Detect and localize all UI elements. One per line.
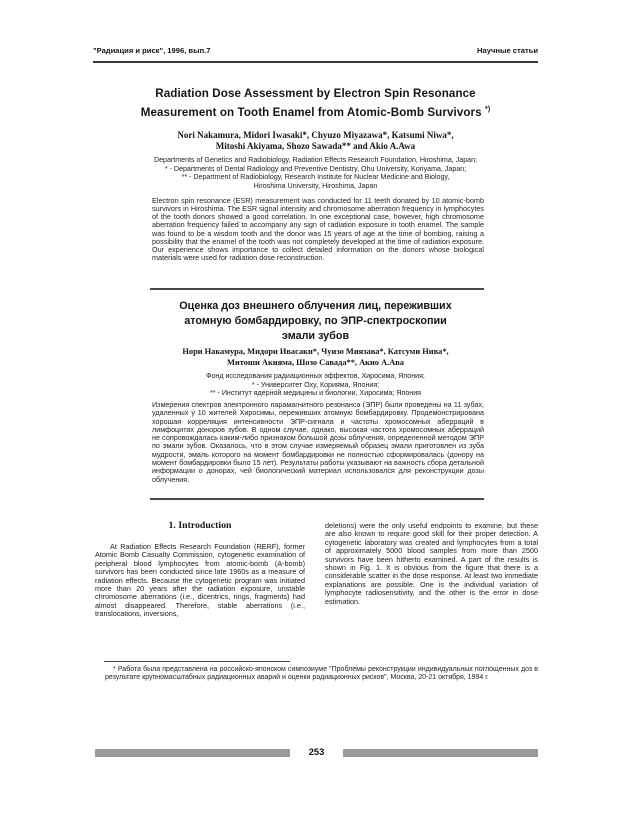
affiliation-line: * - Departments of Dental Radiology and Preventive Dentistry, Ohu University, Koriyama, Japan; bbox=[164, 164, 467, 173]
article-title-ru-line3: эмали зубов bbox=[281, 330, 350, 342]
paragraph: deletions) were the only useful endpoints to examine, but these are also known to require good skill for their proper detection. A cytogenetic laboratory was created and lymphocytes from a total of approximately 5000 blood samples from more than 2500 survivors have been hitherto examined. A part of the results is shown in Fig. 1. It is obvious from the figure that there is a considerable scatter in the dose response. At least two immediate explanations are possible. One is the individual variation of lymphocyte radiosensitivity, and the other is the error in dose estimation. bbox=[325, 521, 538, 606]
footnote-text: * Работа была представлена на российско-японском симпозиуме "Проблемы реконструкции индивидуальных поглощенных доз в результате крупномасштабных радиационных аварий и оценки радиационных рисков", Москва, 20-21 октября, 1994 г. bbox=[105, 666, 538, 682]
journal-title: "Радиация и риск", 1996, вып.7 bbox=[93, 46, 211, 55]
authors-ru bbox=[93, 347, 538, 368]
journal-section-label: Научные статьи bbox=[477, 46, 538, 55]
footnote bbox=[105, 666, 538, 682]
article-title-ru-line1: Оценка доз внешнего облучения лиц, переживших bbox=[179, 300, 452, 312]
article-title-en bbox=[93, 86, 538, 120]
title-footnote-mark: *) bbox=[485, 105, 491, 113]
paragraph: At Radiation Effects Research Foundation (RERF), former Atomic Bomb Casualty Commission, cytogenetic examination of peripheral blood lymphocytes from atomic-bomb (A-bomb) survivors has been conducted since late 1960s as a measure of radiation effects. Because the cytogenetic program was initiated more than 20 years after the radiation exposure, unstable chromosome aberrations (i.e., dicentrics, rings, fragments) had almost disappeared. Therefore, stable aberrations (i.e., translocations, inversions, bbox=[95, 542, 305, 619]
affiliation-line: Departments of Genetics and Radiobiology, Radiation Effects Research Foundation, Hiroshima, Japan; bbox=[153, 156, 478, 164]
article-title-ru-line2: атомную бомбардировку, по ЭПР-спектроскопии bbox=[184, 315, 447, 327]
affiliations-ru bbox=[93, 372, 538, 398]
article-title-line2: Measurement on Tooth Enamel from Atomic-Bomb Survivors *) bbox=[140, 105, 491, 119]
authors-en bbox=[93, 130, 538, 152]
affiliation-line: * - Университет Оху, Корияма, Япония; bbox=[251, 380, 380, 389]
header-rule bbox=[93, 61, 538, 63]
footnote-rule bbox=[104, 661, 290, 662]
body-column-left bbox=[95, 543, 305, 619]
section-heading-introduction: 1. Introduction bbox=[168, 520, 232, 531]
authors-en-line2: Mitoshi Akiyama, Shozo Sawada** and Akio A.Awa bbox=[215, 141, 416, 151]
article-title-line1: Radiation Dose Assessment by Electron Spin Resonance bbox=[155, 87, 476, 100]
abstract-en: Electron spin resonance (ESR) measurement was conducted for 11 teeth donated by 10 atomic-bomb survivors in Hiroshima. The ESR signal intensity and chromosome aberration frequency in lymphocytes of the tooth donors showed a good correlation. In one exceptional case, however, high chromosome aberration frequency failed to accompany any sign of radiation exposure in tooth enamel. The sample was found to be a wisdom tooth and the donor was 15 years of age at the time of bombing, raising a possibility that the enamel of the tooth was not completely developed at the time of radiation exposure. Our experience shows importance to collect detailed information on the donors whose biological materials were used for radiation dose reconstruction. bbox=[152, 196, 484, 263]
affiliation-line: Hiroshima University, Hiroshima, Japan bbox=[253, 181, 378, 190]
affiliation-line: ** - Институт ядерной медицины и биологии, Хиросима; Япония bbox=[210, 389, 421, 397]
divider-rule bbox=[150, 498, 484, 500]
body-column-right bbox=[325, 522, 538, 606]
authors-ru-line2: Митоши Акияма, Шозо Савада**, Акио А.Ава bbox=[227, 357, 404, 367]
affiliations-en bbox=[93, 156, 538, 190]
divider-rule bbox=[150, 288, 484, 290]
affiliation-line: Фонд исследования радиационных эффектов, Хиросима, Япония; bbox=[206, 372, 425, 380]
footer-bar-right bbox=[343, 749, 538, 757]
article-title-ru bbox=[93, 299, 538, 344]
affiliation-line: ** - Department of Radiobiology, Research Institute for Nuclear Medicine and Biology, bbox=[181, 173, 450, 181]
footer-bar-left bbox=[95, 749, 290, 757]
abstract-ru: Измерения спектров электронного парамагнитного резонанса (ЭПР) были проведены на 11 зубах, удаленных у 10 жителей Хиросимы, переживших атомную бомбардировку. Продемонстрирована хорошая корреляция интенсивности ЭПР-сигнала и частоты хромосомных аберраций в лимфоцитах доноров зубов. В одном случае, однако, высокая частота хромосомных аберраций не сопровождалась каким-либо признаком большой дозы облучения, определенной методом ЭПР по эмали зубов. Оказалось, что в этом случае измеряемый образец эмали приготовлен из зуба мудрости, эмаль которого на момент бомбардировки не полностью сформировалась (донору на момент бомбардировки было 15 лет). Результаты работы указывают на важность сбора детальной информации о донорах, чей биологический материал использовался для реконструкции дозы облучения. bbox=[152, 400, 484, 484]
page-number: 253 bbox=[308, 747, 325, 757]
authors-ru-line1: Нори Накамура, Мидори Ивасаки*, Чуизо Миязава*, Катсуми Нива*, bbox=[182, 347, 449, 356]
authors-en-line1: Nori Nakamura, Midori Iwasaki*, Chyuzo Miyazawa*, Katsumi Niwa*, bbox=[177, 130, 454, 140]
